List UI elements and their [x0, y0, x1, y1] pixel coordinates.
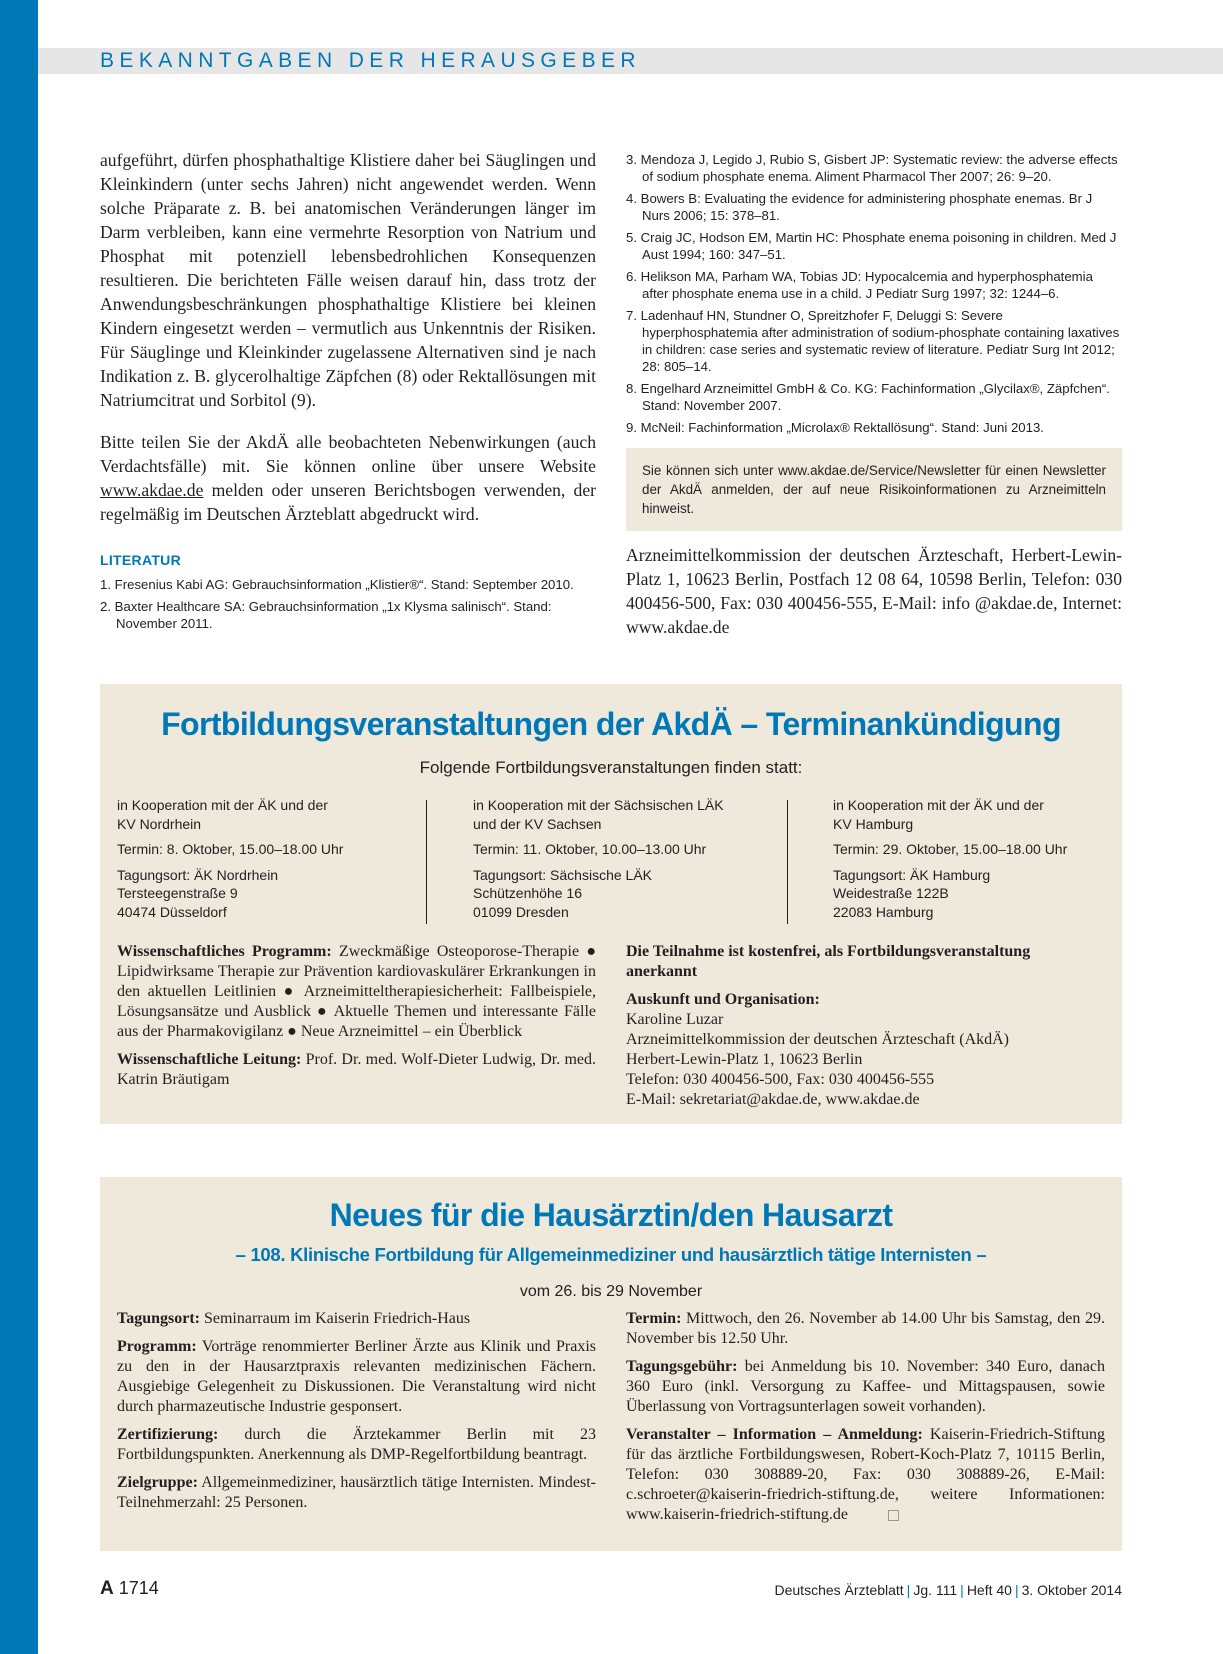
info-line: Arzneimittelkommission der deutschen Ärzteschaft (AkdÄ)	[626, 1031, 1009, 1048]
newsletter-box: Sie können sich unter www.akdae.de/Service/Newsletter für einen Newsletter der AkdÄ anmelden, der auf neue Risikoinformationen zu Arzneimitteln hinweist.	[626, 448, 1122, 531]
venue-separator	[787, 800, 788, 924]
venue-coop-line: in Kooperation mit der Sächsischen LÄK	[473, 797, 724, 813]
journal-date: 3. Oktober 2014	[1021, 1582, 1122, 1598]
venue-date: Termin: 8. Oktober, 15.00–18.00 Uhr	[117, 841, 344, 857]
info-line: Karoline Luzar	[626, 1011, 724, 1028]
reference-item: 8. Engelhard Arzneimittel GmbH & Co. KG: Fachinformation „Glycilax®, Zäpfchen“. Stand: November 2007.	[626, 381, 1110, 413]
hausarzt-paragraph	[626, 1425, 1105, 1525]
venue-place-line: 01099 Dresden	[473, 903, 569, 920]
reference-item: 6. Helikson MA, Parham WA, Tobias JD: Hypocalcemia and hyperphosphatemia after phosphate enema use in a child. J Pediatr Surg 1997; 32: 1244–6.	[626, 269, 1093, 301]
paragraph-label: Termin:	[626, 1310, 682, 1327]
venue-nordrhein	[117, 796, 417, 921]
venue-hamburg	[833, 796, 1133, 921]
paragraph-text: durch die Ärztekammer Berlin mit 23 Fortbildungspunkten. Anerkennung als DMP-Regelfortbildung beantragt.	[117, 1426, 596, 1463]
event-box-title: Fortbildungsveranstaltungen der AkdÄ – Terminankündigung	[161, 706, 1061, 742]
paragraph-label: Zielgruppe:	[117, 1474, 198, 1491]
venue-date: Termin: 29. Oktober, 15.00–18.00 Uhr	[833, 841, 1068, 857]
hausarzt-right-block	[626, 1309, 1105, 1525]
end-mark-icon	[888, 1510, 899, 1521]
info-paragraph	[626, 990, 1105, 1110]
reference-item: 7. Ladenhauf HN, Stundner O, Spreitzhofer F, Deluggi S: Severe hyperphosphatemia after administration of sodium-phosphate containing laxatives in children: case series and systematic review of literature. Pediatr Surg Int 2012; 28: 805–14.	[626, 308, 1120, 374]
hausarzt-event-box	[100, 1177, 1122, 1551]
lead-paragraph	[117, 1050, 596, 1090]
body-paragraph: aufgeführt, dürfen phosphathaltige Klistiere daher bei Säuglingen und Kleinkindern (unter sechs Jahren) nicht angewendet werden. Wenn solche Präparate z. B. bei anatomischen Veränderungen länger im Darm verbleiben, kann eine vermehrte Resorption von Natrium und Phosphat mit potenziell lebensbedrohlichen Konsequenzen resultieren. Die berichteten Fälle weisen darauf hin, dass trotz der Anwendungsbeschränkungen phosphathaltige Klistiere bei kleinen Kindern eingesetzt werden – vermutlich aus Unkenntnis der Risiken. Für Säuglinge und Kleinkinder zugelassene Alternativen sind je nach Indikation z. B. glycerolhaltige Zäpfchen (8) oder Rektallösungen mit Natriumcitrat und Sorbitol (9).	[100, 150, 596, 410]
hausarzt-paragraph	[117, 1337, 596, 1417]
venue-place-line: Tersteegenstraße 9	[117, 885, 238, 901]
venue-coop-line: KV Hamburg	[833, 815, 914, 832]
reference-item: 5. Craig JC, Hodson EM, Martin HC: Phosphate enema poisoning in children. Med J Aust 1994; 160: 347–51.	[626, 230, 1117, 262]
info-line: E-Mail: sekretariat@akdae.de, www.akdae.de	[626, 1091, 920, 1108]
info-line: Telefon: 030 400456-500, Fax: 030 400456-555	[626, 1071, 935, 1088]
event-info-block	[626, 942, 1105, 1110]
hausarzt-paragraph	[626, 1309, 1105, 1349]
paragraph-text: bei Anmeldung bis 10. November: 340 Euro, danach 360 Euro (inkl. Versorgung zu Kaffee- und Mittagspausen, sowie Überlassung von Vortragsunterlagen soweit vorhanden).	[626, 1358, 1105, 1415]
event-announcement-box	[100, 684, 1122, 1124]
free-participation	[626, 942, 1105, 982]
free-participation-text: Die Teilnahme ist kostenfrei, als Fortbildungsveranstaltung anerkannt	[626, 943, 1031, 980]
journal-info: Deutsches Ärzteblatt | Jg. 111 | Heft 40 | 3. Oktober 2014	[774, 1582, 1122, 1598]
literature-heading: LITERATUR	[100, 552, 181, 568]
venue-sachsen	[473, 796, 773, 921]
hausarzt-box-title: Neues für die Hausärztin/den Hausarzt	[329, 1197, 893, 1233]
paragraph-text: Kaiserin-Friedrich-Stiftung für das ärztliche Fortbildungswesen, Robert-Koch-Platz 7, 10115 Berlin, Telefon: 030 308889-20, Fax: 030 308889-26, E-Mail: c.schroeter@kaiserin-friedrich-stiftung.de, weitere Informationen: www.kaiserin-friedrich-stiftung.de	[626, 1426, 1105, 1523]
venue-place-line: Weidestraße 122B	[833, 885, 949, 901]
hausarzt-box-subtitle: – 108. Klinische Fortbildung für Allgemeinmediziner und hausärztlich tätige Internisten –	[235, 1244, 987, 1265]
reference-item: 1. Fresenius Kabi AG: Gebrauchsinformation „Klistier®“. Stand: September 2010.	[100, 577, 574, 592]
reference-list-right	[626, 151, 1122, 436]
section-header-title: BEKANNTGABEN DER HERAUSGEBER	[100, 49, 641, 72]
paragraph-label: Veranstalter – Information – Anmeldung:	[626, 1426, 923, 1443]
report-paragraph	[100, 430, 596, 526]
venue-coop-line: in Kooperation mit der ÄK und der	[833, 797, 1044, 813]
reference-item: 4. Bowers B: Evaluating the evidence for administering phosphate enemas. Br J Nurs 2006; 15: 378–81.	[626, 191, 1093, 223]
venue-place-line: 22083 Hamburg	[833, 903, 934, 920]
page-number	[100, 1578, 159, 1600]
akdae-address: Arzneimittelkommission der deutschen Ärzteschaft, Herbert-Lewin-Platz 1, 10623 Berlin, Postfach 12 08 64, 10598 Berlin, Telefon: 030 400456-500, Fax: 030 400456-555, E-Mail: info @akdae.de, Internet: www.akdae.de	[626, 545, 1122, 637]
reference-item: 3. Mendoza J, Legido J, Rubio S, Gisbert JP: Systematic review: the adverse effects of sodium phosphate enema. Aliment Pharmacol Ther 2007; 26: 9–20.	[626, 152, 1118, 184]
venue-place-line: Schützenhöhe 16	[473, 885, 582, 901]
lead-text: Prof. Dr. med. Wolf-Dieter Ludwig, Dr. med. Katrin Bräutigam	[117, 1051, 597, 1088]
left-column	[100, 148, 596, 637]
reference-item: 2. Baxter Healthcare SA: Gebrauchsinformation „1x Klysma salinisch“. Stand: November 2011.	[100, 599, 552, 631]
venue-place-line: Tagungsort: ÄK Hamburg	[833, 866, 991, 883]
reference-list-left	[100, 576, 596, 632]
hausarzt-paragraph	[117, 1473, 596, 1513]
venue-place-line: 40474 Düsseldorf	[117, 903, 227, 920]
venue-date: Termin: 11. Oktober, 10.00–13.00 Uhr	[473, 841, 707, 857]
venue-separator	[426, 800, 427, 924]
venue-coop-line: und der KV Sachsen	[473, 815, 602, 832]
journal-volume: Jg. 111	[913, 1582, 958, 1598]
paragraph-text: Vorträge renommierter Berliner Ärzte aus Klinik und Praxis zu den in der Hausarztpraxis relevanten medizinischen Fächern. Ausgiebige Gelegenheit zu Diskussionen. Die Veranstaltung wird nicht durch pharmazeutische Industrie gesponsert.	[117, 1338, 596, 1415]
paragraph-text: Seminarraum im Kaiserin Friedrich-Haus	[199, 1310, 471, 1327]
report-text-before: Bitte teilen Sie der AkdÄ alle beobachteten Nebenwirkungen (auch Verdachtsfälle) mit. Sie können online über unsere Website	[100, 432, 596, 476]
report-text-after: melden oder unseren Berichtsbogen verwenden, der regelmäßig im Deutschen Ärzteblatt abgedruckt wird.	[100, 480, 596, 524]
journal-name: Deutsches Ärzteblatt	[774, 1582, 904, 1598]
page-prefix: A	[100, 1578, 114, 1599]
event-program-block	[117, 942, 596, 1090]
venue-coop-line: KV Nordrhein	[117, 815, 202, 832]
hausarzt-paragraph	[117, 1425, 596, 1465]
hausarzt-paragraph	[117, 1309, 596, 1329]
program-paragraph	[117, 942, 596, 1042]
page-number-value: 1714	[118, 1578, 159, 1598]
venue-place-line: Tagungsort: Sächsische LÄK	[473, 866, 652, 883]
paragraph-text: Mittwoch, den 26. November ab 14.00 Uhr bis Samstag, den 29. November bis 12.50 Uhr.	[626, 1310, 1105, 1347]
journal-issue: Heft 40	[966, 1582, 1012, 1598]
reference-item: 9. McNeil: Fachinformation „Microlax® Rektallösung“. Stand: Juni 2013.	[626, 420, 1044, 435]
paragraph-label: Tagungsgebühr:	[626, 1358, 738, 1375]
hausarzt-paragraph	[626, 1357, 1105, 1417]
program-label: Wissenschaftliches Programm:	[117, 943, 332, 960]
info-label: Auskunft und Organisation:	[626, 991, 820, 1008]
venue-coop-line: in Kooperation mit der ÄK und der	[117, 797, 328, 813]
left-accent-bar	[0, 0, 38, 1654]
lead-label: Wissenschaftliche Leitung:	[117, 1051, 302, 1068]
paragraph-label: Zertifizierung:	[117, 1426, 219, 1443]
paragraph-label: Programm:	[117, 1338, 197, 1355]
info-line: Herbert-Lewin-Platz 1, 10623 Berlin	[626, 1051, 863, 1068]
paragraph-text: Allgemeinmediziner, hausärztlich tätige Internisten. Mindest-Teilnehmerzahl: 25 Personen.	[117, 1474, 596, 1511]
hausarzt-box-date: vom 26. bis 29 November	[519, 1283, 703, 1300]
event-box-subtitle: Folgende Fortbildungsveranstaltungen finden statt:	[419, 758, 803, 777]
program-text: Zweckmäßige Osteoporose-Therapie ● Lipidwirksame Therapie zur Prävention kardiovaskulärer Erkrankungen in den aktuellen Leitlinien ● Arzneimitteltherapiesicherheit: Fallbeispiele, Lösungsansätze und Ausblick ● Aktuelle Themen und interessante Fälle aus der Pharmakovigilanz ● Neue Arzneimittel – ein Überblick	[117, 943, 596, 1040]
hausarzt-left-block	[117, 1309, 596, 1513]
akdae-link[interactable]: www.akdae.de	[100, 480, 204, 500]
paragraph-label: Tagungsort:	[117, 1310, 200, 1327]
venue-place-line: Tagungsort: ÄK Nordrhein	[117, 866, 279, 883]
right-column	[626, 151, 1122, 639]
